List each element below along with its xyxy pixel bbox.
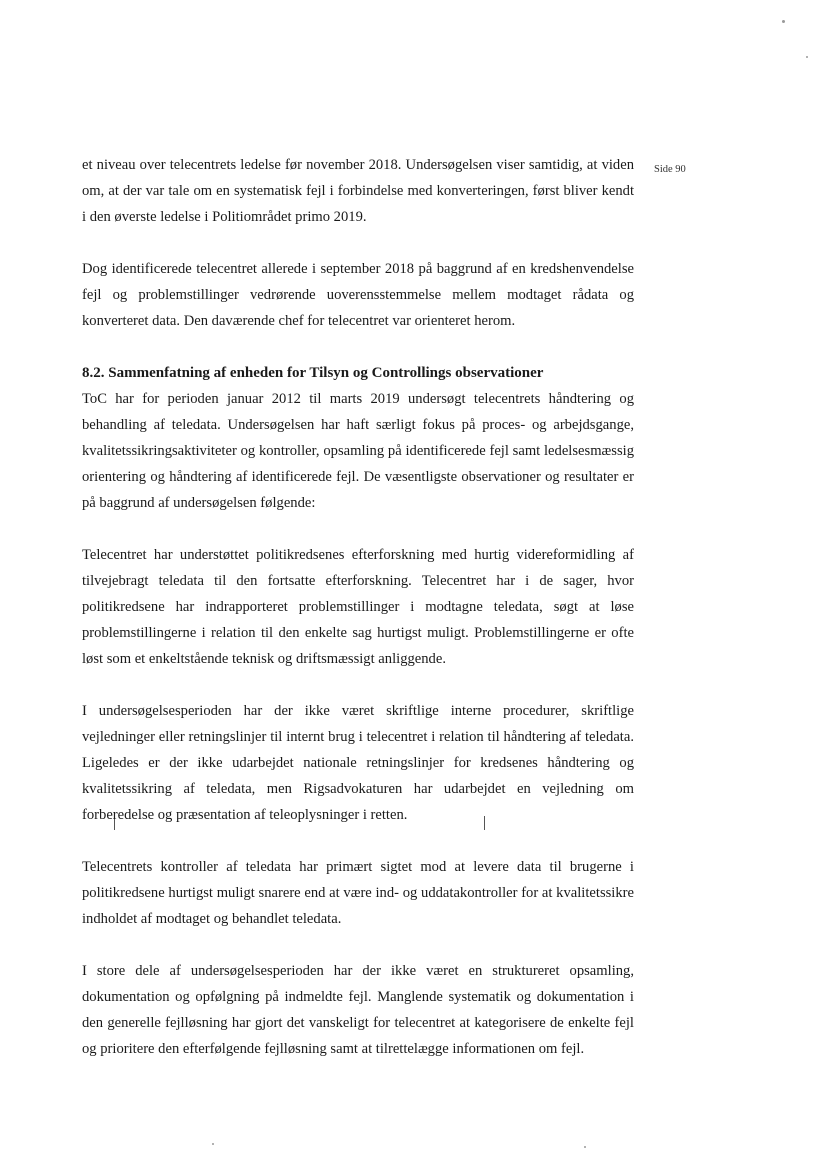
paragraph-7: I store dele af undersøgelsesperioden har der ikke været en struktureret opsamling, dokumentation og opfølgning på indmeldte fejl. Manglende systematik og dokumentation i den generelle fejlløsning har gjort det vanskeligt for telecentret at kategorisere de enkelte fejl og prioritere den efterfølgende fejlløsning samt at tilrettelægge informationen om fejl. (82, 963, 634, 1057)
scan-speck (806, 56, 808, 58)
paragraph-2: Dog identificerede telecentret allerede i september 2018 på baggrund af en kredshenvendelse fejl og problemstillinger vedrørende uoverensstemmelse mellem modtaget rådata og konverteret data. Den daværende chef for telecentret var orienteret herom. (82, 261, 634, 329)
paragraph-6: Telecentrets kontroller af teledata har primært sigtet mod at levere data til brugerne i politikredsene hurtigst muligt snarere end at være ind- og uddatakontroller for at kvalitetssikre indholdet af modtaget og behandlet teledata. (82, 859, 634, 927)
paragraph-4: Telecentret har understøttet politikredsenes efterforskning med hurtig videreformidling af tilvejebragt teledata til den fortsatte efterforskning. Telecentret har i de sager, hvor politikredsene har indrapporteret problemstillinger i modtagne teledata, søgt at løse problemstillingerne i relation til den enkelte sag hurtigst muligt. Problemstillingerne er ofte løst som et enkeltstående teknisk og driftsmæssigt anliggende. (82, 547, 634, 667)
page-number: Side 90 (654, 164, 686, 175)
document-body (82, 152, 634, 1062)
scan-speck (584, 1146, 586, 1148)
paragraph-3: ToC har for perioden januar 2012 til marts 2019 undersøgt telecentrets håndtering og behandling af teledata. Undersøgelsen har haft særligt fokus på proces- og arbejdsgange, kvalitetssikringsaktiviteter og kontroller, opsamling på identificerede fejl samt ledelsesmæssig orientering og håndtering af identificerede fejl. De væsentligste observationer og resultater er på baggrund af undersøgelsen følgende: (82, 391, 634, 511)
section-heading: 8.2. Sammenfatning af enheden for Tilsyn og Controllings observationer (82, 365, 544, 381)
paragraph-5: I undersøgelsesperioden har der ikke været skriftlige interne procedurer, skriftlige vejledninger eller retningslinjer til internt brug i telecentret i relation til håndtering af teledata. Ligeledes er der ikke udarbejdet nationale retningslinjer for kredsenes håndtering og kvalitetssikring af teledata, men Rigsadvokaturen har udarbejdet en vejledning om forberedelse og præsentation af teleoplysninger i retten. (82, 703, 634, 823)
paragraph-1: et niveau over telecentrets ledelse før november 2018. Undersøgelsen viser samtidig, at viden om, at der var tale om en systematisk fejl i forbindelse med konverteringen, først bliver kendt i den øverste ledelse i Politiområdet primo 2019. (82, 157, 634, 225)
scan-speck (212, 1143, 214, 1145)
scan-speck (782, 20, 785, 23)
